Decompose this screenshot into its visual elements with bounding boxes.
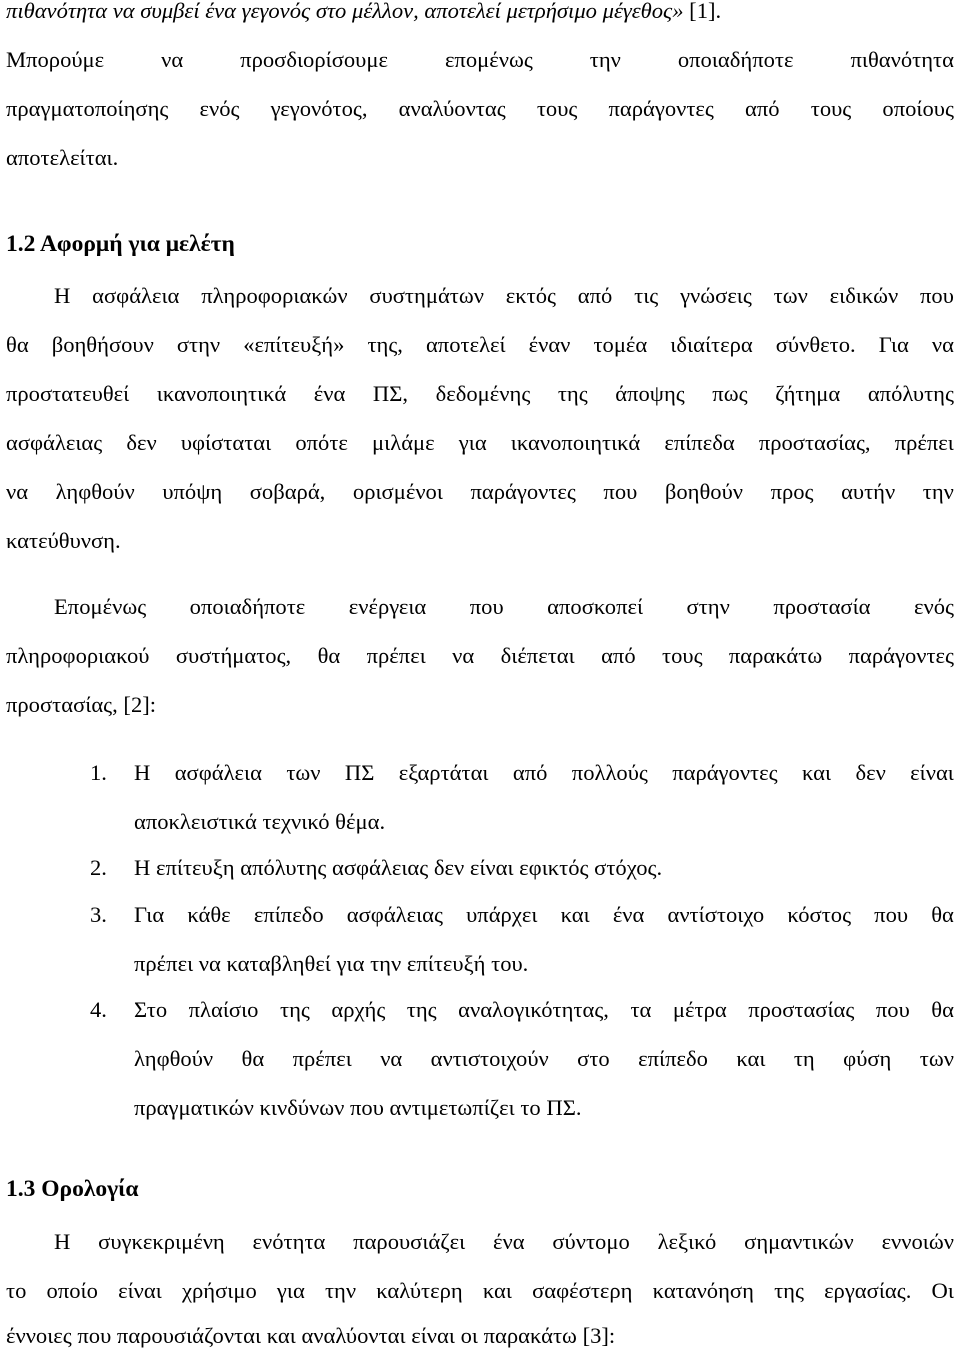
intro-line-2: [6, 49, 954, 72]
word: πληροφοριακού: [6, 643, 150, 668]
word: είναι: [118, 1278, 162, 1303]
word: από: [745, 96, 780, 121]
word: επομένως: [444, 47, 533, 72]
word: αποτελεί: [425, 332, 506, 357]
word: της,: [367, 332, 403, 357]
word: αναλύοντας: [398, 96, 506, 121]
word: σοβαρά,: [249, 479, 326, 504]
word: ασφάλεια: [92, 283, 180, 308]
word: πως: [712, 381, 748, 406]
word: που: [920, 283, 954, 308]
section-heading-1-3: 1.3 Ορολογία: [6, 1176, 139, 1202]
list-item-4-line-2: [134, 1048, 954, 1071]
section-1-2-p2-line-1: [54, 596, 954, 619]
word: αποσκοπεί: [547, 594, 644, 619]
word: απόλυτης: [867, 381, 954, 406]
word: της: [557, 381, 588, 406]
list-item-number: 2.: [90, 855, 107, 880]
section-1-2-p1-line-3: [6, 383, 954, 406]
word: την: [589, 47, 621, 72]
word: Η: [134, 760, 151, 785]
word: που: [469, 594, 504, 619]
word: πλαίσιο: [188, 997, 259, 1022]
word: την: [324, 1278, 357, 1303]
word: κόστος: [787, 902, 852, 927]
list-item-3-line-1: [134, 904, 954, 927]
word: παρουσιάζει: [353, 1229, 466, 1254]
word: των: [773, 283, 808, 308]
word: να: [452, 643, 475, 668]
word: προσδιορίσουμε: [240, 47, 388, 72]
intro-citation: [1].: [683, 0, 722, 23]
word: λεξικό: [657, 1229, 717, 1254]
word: ενότητα: [252, 1229, 326, 1254]
list-item-4-line-1: [134, 999, 954, 1022]
word: πολλούς: [571, 760, 648, 785]
word: φύση: [843, 1046, 892, 1071]
word: συστημάτων: [369, 283, 484, 308]
word: υφίσταται: [180, 430, 272, 455]
list-item-1-line-1: [134, 762, 954, 785]
word: σύντομο: [552, 1229, 630, 1254]
word: υπόψη: [162, 479, 223, 504]
word: κάθε: [187, 902, 231, 927]
word: Η: [54, 283, 71, 308]
word: ΠΣ,: [372, 381, 409, 406]
word: που: [875, 997, 910, 1022]
word: προς: [770, 479, 814, 504]
word: την: [922, 479, 954, 504]
section-1-2-p1-line-6: κατεύθυνση.: [6, 528, 121, 553]
word: τους: [810, 96, 852, 121]
section-1-2-p1-line-2: [6, 334, 954, 357]
word: μιλάμε: [372, 430, 435, 455]
word: δεδομένης: [435, 381, 531, 406]
word: τις: [634, 283, 659, 308]
section-1-2-p1-line-1: [54, 285, 954, 308]
word: Η: [54, 1229, 71, 1254]
word: εργασίας.: [824, 1278, 912, 1303]
word: χρήσιμο: [181, 1278, 257, 1303]
word: καλύτερη: [376, 1278, 463, 1303]
word: ιδιαίτερα: [670, 332, 753, 357]
word: που: [603, 479, 638, 504]
word: και: [801, 760, 832, 785]
word: θα: [931, 997, 954, 1022]
word: θα: [317, 643, 341, 668]
word: της: [774, 1278, 804, 1303]
word: ένα: [493, 1229, 525, 1254]
word: οποίους: [882, 96, 954, 121]
list-item-2-line-1: Η επίτευξη απόλυτης ασφάλειας δεν είναι εφικτός στόχος.: [134, 855, 663, 880]
word: να: [161, 47, 184, 72]
word: επίπεδα: [664, 430, 735, 455]
word: πρέπει: [894, 430, 954, 455]
word: πρέπει: [366, 643, 426, 668]
word: επίπεδο: [253, 902, 324, 927]
word: το: [6, 1278, 27, 1303]
word: ένα: [612, 902, 645, 927]
word: Μπορούμε: [6, 47, 105, 72]
word: δεν: [855, 760, 886, 785]
word: ασφάλειας: [346, 902, 443, 927]
word: υπάρχει: [466, 902, 538, 927]
word: δεν: [126, 430, 157, 455]
word: προστατευθεί: [6, 381, 130, 406]
word: προστασίας,: [758, 430, 871, 455]
word: παράγοντες: [608, 96, 714, 121]
word: εννοιών: [881, 1229, 954, 1254]
word: από: [601, 643, 636, 668]
word: των: [919, 1046, 954, 1071]
word: αρχής: [331, 997, 386, 1022]
word: τη: [793, 1046, 815, 1071]
word: μέτρα: [672, 997, 727, 1022]
list-item-number: 4.: [90, 997, 107, 1022]
word: ληφθούν: [55, 479, 135, 504]
list-item-number: 1.: [90, 760, 107, 785]
word: επίπεδο: [638, 1046, 708, 1071]
word: «επίτευξή»: [243, 332, 345, 357]
word: Επομένως: [54, 594, 147, 619]
word: ενός: [914, 594, 954, 619]
word: ασφάλειας: [6, 430, 103, 455]
intro-line-3: [6, 98, 954, 121]
intro-line-1: [6, 0, 721, 23]
section-1-2-p2-line-2: [6, 645, 954, 668]
word: σύνθετο.: [775, 332, 856, 357]
word: να: [931, 332, 954, 357]
section-1-2-p1-line-5: [6, 481, 954, 504]
word: στην: [176, 332, 221, 357]
section-1-3-p1-line-1: [54, 1231, 954, 1254]
word: της: [280, 997, 310, 1022]
word: πιθανότητα: [850, 47, 954, 72]
word: Για: [878, 332, 909, 357]
word: τους: [662, 643, 703, 668]
word: παράγοντες: [848, 643, 954, 668]
list-item-3-line-2: πρέπει να καταβληθεί για την επίτευξή του.: [134, 951, 529, 976]
word: οποιαδήποτε: [677, 47, 794, 72]
word: αντιστοιχούν: [430, 1046, 549, 1071]
word: παράγοντες: [672, 760, 778, 785]
word: παρακάτω: [728, 643, 823, 668]
word: έναν: [528, 332, 571, 357]
word: συγκεκριμένη: [98, 1229, 225, 1254]
word: σαφέστερη: [532, 1278, 633, 1303]
word: ειδικών: [829, 283, 899, 308]
word: βοηθούν: [664, 479, 744, 504]
word: να: [6, 479, 29, 504]
word: θα: [241, 1046, 265, 1071]
word: τομέα: [593, 332, 648, 357]
word: άποψης: [615, 381, 685, 406]
word: παράγοντες: [470, 479, 576, 504]
word: ληφθούν: [134, 1046, 214, 1071]
word: και: [482, 1278, 512, 1303]
word: τα: [630, 997, 652, 1022]
section-1-3-p1-line-2: [6, 1280, 954, 1303]
section-1-2-p1-line-4: [6, 432, 954, 455]
word: τους: [536, 96, 578, 121]
word: στην: [686, 594, 730, 619]
word: Οι: [931, 1278, 954, 1303]
word: από: [577, 283, 613, 308]
word: συστήματος,: [175, 643, 292, 668]
word: εκτός: [505, 283, 556, 308]
word: ενός: [199, 96, 240, 121]
word: γνώσεις: [680, 283, 752, 308]
word: οποιαδήποτε: [189, 594, 306, 619]
word: αντίστοιχο: [667, 902, 765, 927]
word: για: [458, 430, 487, 455]
word: από: [512, 760, 548, 785]
word: θα: [6, 332, 29, 357]
word: θα: [931, 902, 954, 927]
word: των: [286, 760, 321, 785]
word: ΠΣ: [344, 760, 375, 785]
list-item-number: 3.: [90, 902, 107, 927]
word: Στο: [134, 997, 168, 1022]
word: ενέργεια: [348, 594, 427, 619]
list-item-1-line-2: αποκλειστικά τεχνικό θέμα.: [134, 809, 386, 834]
word: ασφάλεια: [174, 760, 262, 785]
word: πραγματοποίησης: [6, 96, 169, 121]
word: ένα: [313, 381, 346, 406]
word: στο: [577, 1046, 610, 1071]
word: ικανοποιητικά: [510, 430, 641, 455]
list-item-4-line-3: πραγματικών κινδύνων που αντιμετωπίζει το ΠΣ.: [134, 1095, 582, 1120]
word: ζήτημα: [775, 381, 841, 406]
word: της: [406, 997, 437, 1022]
word: διέπεται: [500, 643, 575, 668]
word: κατανόηση: [652, 1278, 754, 1303]
word: αναλογικότητας,: [458, 997, 609, 1022]
word: προστασίας: [748, 997, 855, 1022]
word: είναι: [910, 760, 954, 785]
word: και: [736, 1046, 766, 1071]
section-1-2-p2-line-3: προστασίας, [2]:: [6, 692, 157, 717]
word: οπότε: [295, 430, 348, 455]
intro-line-4: αποτελείται.: [6, 145, 119, 170]
word: να: [380, 1046, 403, 1071]
word: ικανοποιητικά: [156, 381, 287, 406]
section-1-3-p1-line-3: έννοιες που παρουσιάζονται και αναλύονται είναι οι παρακάτω [3]:: [6, 1323, 616, 1348]
word: που: [874, 902, 909, 927]
word: προστασία: [773, 594, 871, 619]
word: και: [560, 902, 590, 927]
word: οποίο: [46, 1278, 98, 1303]
word: πληροφοριακών: [201, 283, 348, 308]
word: πρέπει: [292, 1046, 352, 1071]
word: για: [276, 1278, 305, 1303]
word: σημαντικών: [744, 1229, 854, 1254]
word: γεγονότος,: [270, 96, 368, 121]
intro-quote-end: πιθανότητα να συμβεί ένα γεγονός στο μέλλον, αποτελεί μετρήσιμο μέγεθος»: [6, 0, 684, 23]
word: αυτήν: [841, 479, 896, 504]
word: Για: [134, 902, 165, 927]
word: εξαρτάται: [398, 760, 489, 785]
section-heading-1-2: 1.2 Αφορμή για μελέτη: [6, 231, 235, 257]
word: ορισμένοι: [352, 479, 443, 504]
word: βοηθήσουν: [51, 332, 154, 357]
